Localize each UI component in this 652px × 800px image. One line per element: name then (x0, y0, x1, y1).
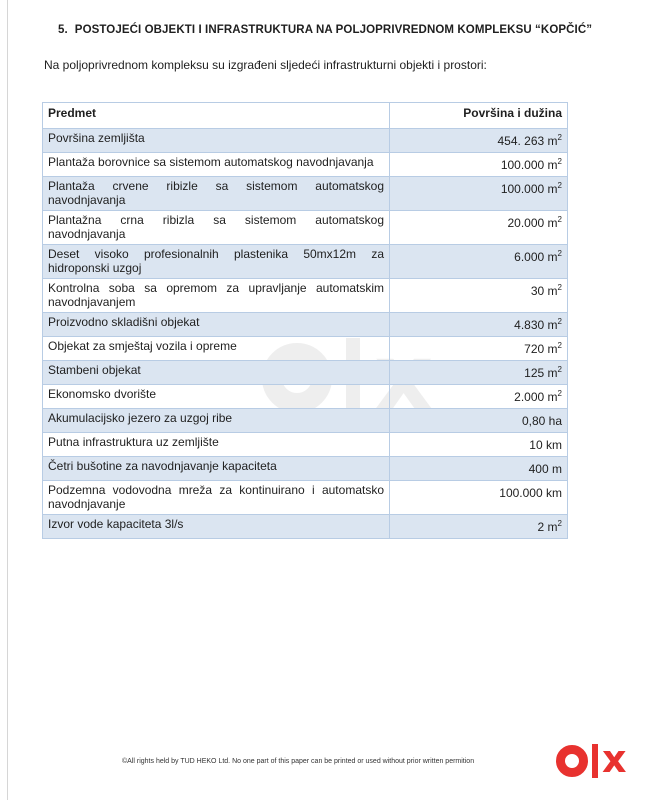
row-unit-exponent: 2 (557, 157, 562, 166)
row-value-cell (390, 153, 568, 177)
row-value-cell (390, 481, 568, 515)
row-value-cell (390, 385, 568, 409)
row-unit-exponent: 2 (557, 341, 562, 350)
row-value: 6.000 (514, 250, 545, 264)
row-unit: m (547, 520, 558, 534)
row-value: 30 (530, 284, 545, 298)
copyright-footer: ©All rights held by TUD HEKO Ltd. No one part of this paper can be printed or used without prior written permition (122, 758, 475, 765)
table-row (43, 279, 568, 313)
row-value-cell (390, 177, 568, 211)
logo-x-glyph: x (602, 737, 627, 781)
row-value: 100.000 (499, 486, 543, 500)
row-unit-exponent: 2 (557, 215, 562, 224)
row-unit: m (547, 342, 558, 356)
row-value: 20.000 (507, 216, 545, 230)
row-item: Kontrolna soba sa opremom za upravljanje automatskim navodnjavanjem (43, 279, 390, 313)
row-value: 2.000 (514, 390, 545, 404)
row-item: Površina zemljišta (43, 129, 390, 153)
row-item: Ekonomsko dvorište (43, 385, 390, 409)
row-unit-exponent: 2 (557, 283, 562, 292)
table-row (43, 457, 568, 481)
row-value-cell (390, 361, 568, 385)
row-value-cell (390, 313, 568, 337)
table-row (43, 433, 568, 457)
olx-logo (556, 737, 627, 781)
table-body (43, 129, 568, 539)
table-row (43, 361, 568, 385)
row-unit-exponent: 2 (557, 181, 562, 190)
section-number: 5. (58, 24, 68, 36)
row-value: 100.000 (500, 182, 545, 196)
row-value: 100.000 (500, 158, 545, 172)
table-row (43, 409, 568, 433)
row-unit-exponent: 2 (557, 365, 562, 374)
table-row (43, 129, 568, 153)
row-unit: ha (548, 414, 562, 428)
row-unit-exponent: 2 (557, 519, 562, 528)
row-value-cell (390, 279, 568, 313)
row-item: Plantaža crvene ribizle sa sistemom automatskog navodnjavanja (43, 177, 390, 211)
column-header-item: Predmet (43, 103, 390, 129)
table-row (43, 481, 568, 515)
row-unit: m (547, 216, 558, 230)
column-header-value: Površina i dužina (390, 103, 568, 129)
row-value-cell (390, 433, 568, 457)
row-unit: km (546, 486, 562, 500)
row-value-cell (390, 129, 568, 153)
row-value: 720 (524, 342, 545, 356)
row-value: 125 (524, 366, 545, 380)
row-item: Podzemna vodovodna mreža za kontinuirano i automatsko navodnjavanje (43, 481, 390, 515)
row-item: Plantažna crna ribizla sa sistemom automatskog navodnjavanja (43, 211, 390, 245)
row-item: Proizvodno skladišni objekat (43, 313, 390, 337)
table-row (43, 337, 568, 361)
row-item: Plantaža borovnice sa sistemom automatskog navodnjavanja (43, 153, 390, 177)
row-item: Akumulacijsko jezero za uzgoj ribe (43, 409, 390, 433)
row-unit-exponent: 2 (557, 317, 562, 326)
section-heading (58, 24, 592, 36)
row-item: Stambeni objekat (43, 361, 390, 385)
section-title: POSTOJEĆI OBJEKTI I INFRASTRUKTURA NA POLJOPRIVREDNOM KOMPLEKSU “KOPČIĆ” (74, 24, 593, 36)
row-item: Objekat za smještaj vozila i opreme (43, 337, 390, 361)
row-value-cell (390, 515, 568, 539)
row-item: Putna infrastruktura uz zemljište (43, 433, 390, 457)
row-unit-exponent: 2 (557, 389, 562, 398)
table-row (43, 211, 568, 245)
logo-o-shape (556, 745, 588, 777)
row-unit: m (547, 158, 558, 172)
table-row (43, 385, 568, 409)
row-unit: m (547, 366, 558, 380)
table-row (43, 245, 568, 279)
row-value: 10 (529, 438, 543, 452)
table-header-row (43, 103, 568, 129)
row-value-cell (390, 457, 568, 481)
row-unit: m (547, 318, 558, 332)
table-row (43, 515, 568, 539)
page-edge (7, 0, 8, 800)
row-value: 4.830 (514, 318, 545, 332)
row-unit: km (546, 438, 562, 452)
table-row (43, 153, 568, 177)
row-item: Deset visoko profesionalnih plastenika 50mx12m za hidroponski uzgoj (43, 245, 390, 279)
table-row (43, 177, 568, 211)
row-value-cell (390, 245, 568, 279)
row-value: 2 (537, 520, 545, 534)
row-value: 400 (528, 462, 549, 476)
row-unit: m (547, 134, 558, 148)
row-value: 0,80 (521, 414, 546, 428)
row-value: 454. 263 (497, 134, 545, 148)
logo-bar-shape (592, 744, 598, 778)
row-item: Izvor vode kapaciteta 3l/s (43, 515, 390, 539)
row-unit: m (547, 182, 558, 196)
infrastructure-table (42, 102, 568, 539)
row-item: Četri bušotine za navodnjavanje kapaciteta (43, 457, 390, 481)
row-unit-exponent: 2 (557, 249, 562, 258)
row-value-cell (390, 409, 568, 433)
row-unit: m (552, 462, 562, 476)
table-row (43, 313, 568, 337)
row-unit: m (547, 250, 558, 264)
row-value-cell (390, 211, 568, 245)
row-unit: m (547, 284, 558, 298)
row-unit-exponent: 2 (557, 133, 562, 142)
intro-paragraph: Na poljoprivrednom kompleksu su izgrađeni sljedeći infrastrukturni objekti i prostori: (44, 58, 487, 72)
row-unit: m (547, 390, 558, 404)
row-value-cell (390, 337, 568, 361)
